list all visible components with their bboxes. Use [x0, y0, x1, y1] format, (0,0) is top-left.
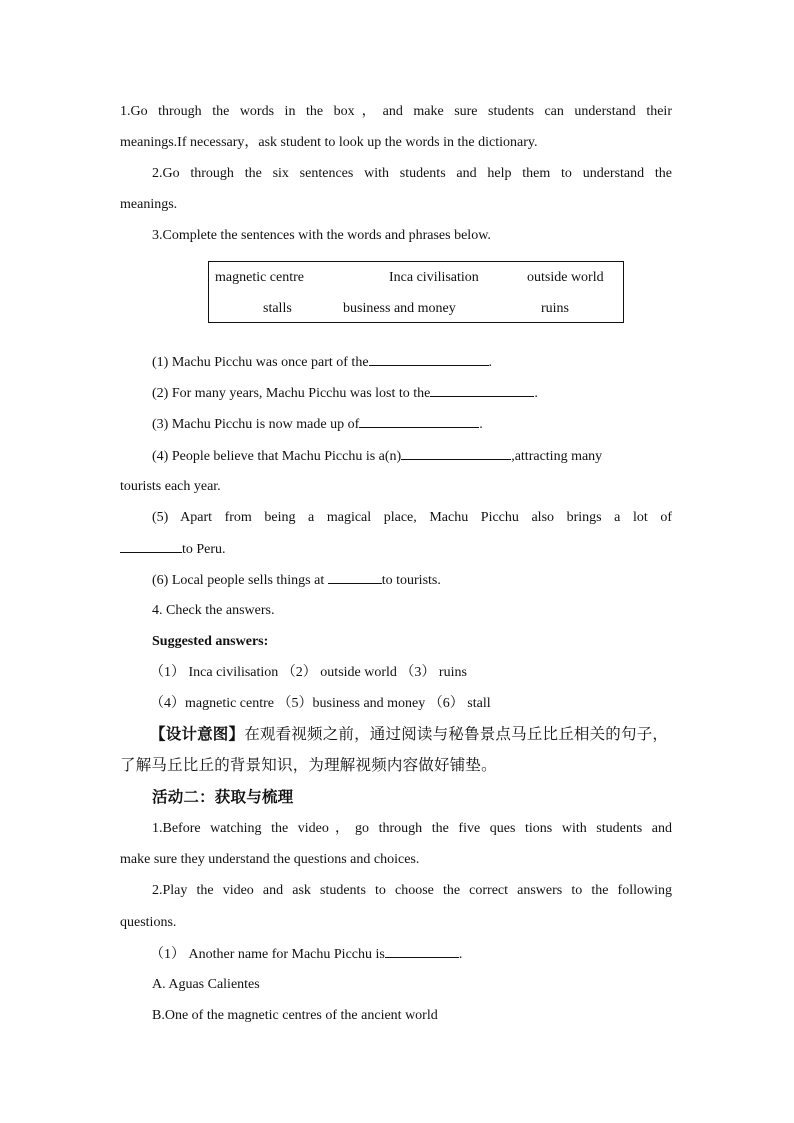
sentence-4-line-1: (4) People believe that Machu Picchu is a(n) ,attracting many [152, 446, 672, 466]
answer-blank [328, 570, 382, 584]
instruction-1-line-1: 1.Go through the words in the box，and make sure students can understand their [120, 104, 672, 119]
option-a: A. Aguas Calientes [152, 977, 260, 992]
suggested-answers-heading: Suggested answers: [152, 634, 269, 649]
instruction-3: 3.Complete the sentences with the words and phrases below. [152, 228, 491, 243]
activity-2-step-1-line-2: make sure they understand the questions and choices. [120, 852, 420, 867]
answer-blank [401, 446, 511, 460]
answer-blank [430, 383, 534, 397]
sentence-5-line-2: to Peru. [120, 539, 672, 559]
activity-2-heading: 活动二：获取与梳理 [152, 789, 294, 806]
option-b: B.One of the magnetic centres of the ancient world [152, 1008, 438, 1023]
video-question-1: （1） Another name for Machu Picchu is . [150, 944, 672, 964]
check-answers: 4. Check the answers. [152, 603, 275, 618]
word-box-item: business and money [343, 301, 456, 316]
word-box-item: magnetic centre [215, 270, 305, 285]
word-box-item: outside world [527, 270, 604, 285]
design-intent-line-2: 了解马丘比丘的背景知识，为理解视频内容做好铺垫。 [120, 757, 497, 774]
sentence-6: (6) Local people sells things at to tourists. [152, 570, 672, 590]
word-box-item: Inca civilisation [389, 270, 479, 285]
answer-blank [369, 352, 489, 366]
sentence-3: (3) Machu Picchu is now made up of . [152, 414, 672, 434]
word-box [208, 261, 624, 323]
activity-2-step-1-line-1: 1.Before watching the video，go through the five ques tions with students and [152, 821, 672, 836]
word-box-item: ruins [541, 301, 569, 316]
answers-line-2: （4）magnetic centre （5）business and money （6） stall [150, 696, 491, 711]
instruction-1-line-2: meanings.If necessary，ask student to look up the words in the dictionary. [120, 135, 538, 150]
sentence-4-line-2: tourists each year. [120, 479, 221, 494]
sentence-1: (1) Machu Picchu was once part of the . [152, 352, 672, 372]
answers-line-1: （1） Inca civilisation （2） outside world （3） ruins [150, 665, 467, 680]
answer-blank [120, 539, 182, 553]
activity-2-step-2-line-1: 2.Play the video and ask students to choose the correct answers to the following [152, 883, 672, 898]
design-intent-line-1: 【设计意图】在观看视频之前，通过阅读与秘鲁景点马丘比丘相关的句子， [150, 726, 669, 743]
word-box-item: stalls [263, 301, 292, 316]
sentence-2: (2) For many years, Machu Picchu was lost to the . [152, 383, 672, 403]
answer-blank [359, 414, 479, 428]
design-intent-label: 【设计意图】 [150, 726, 245, 743]
instruction-2-line-1: 2.Go through the six sentences with students and help them to understand the [152, 166, 672, 181]
instruction-2-line-2: meanings. [120, 197, 178, 212]
activity-2-step-2-line-2: questions. [120, 915, 177, 930]
answer-blank [385, 944, 459, 958]
sentence-5-line-1: (5) Apart from being a magical place, Machu Picchu also brings a lot of [152, 510, 672, 525]
